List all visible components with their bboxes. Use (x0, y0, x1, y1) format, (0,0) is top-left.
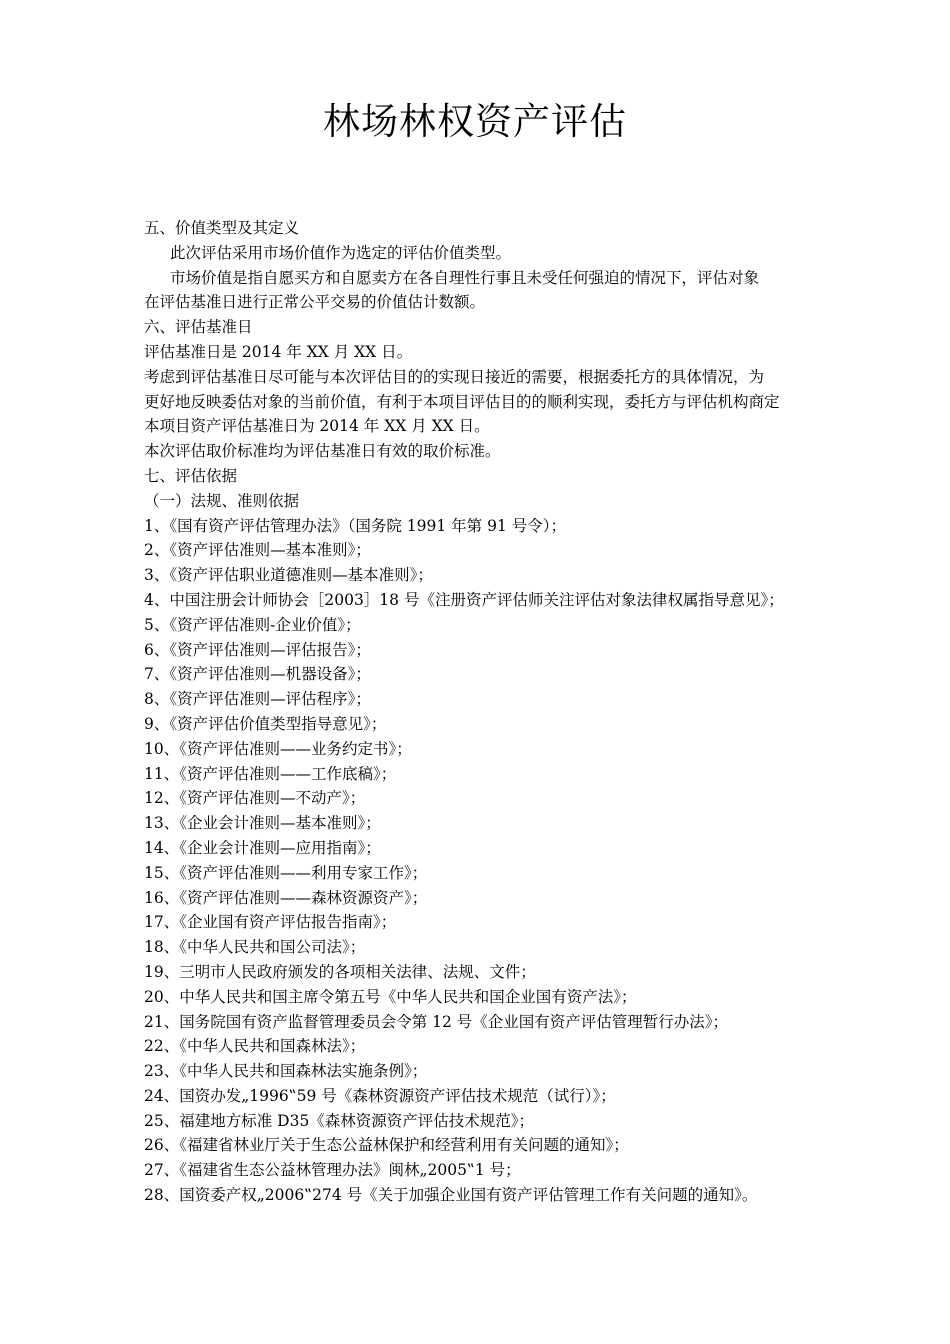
regulation-item: 21、国务院国有资产监督管理委员会令第 12 号《企业国有资产评估管理暂行办法》； (144, 1012, 729, 1031)
regulation-item: 2、《资产评估准则—基本准则》； (144, 541, 371, 560)
section-5-paragraph-2-line-1: 市场价值是指自愿买方和自愿卖方在各自理性行事且未受任何强迫的情况下，评估对象 (170, 268, 760, 287)
regulation-item: 20、中华人民共和国主席令第五号《中华人民共和国企业国有资产法》； (144, 987, 637, 1006)
section-6-heading: 六、评估基准日 (144, 318, 253, 337)
regulation-item: 8、《资产评估准则—评估程序》； (144, 690, 371, 709)
regulation-item: 1、《国有资产评估管理办法》（国务院 1991 年第 91 号令）； (144, 516, 566, 535)
section-6-paragraph-1: 评估基准日是 2014 年 XX 月 XX 日。 (144, 342, 413, 361)
section-6-paragraph-2-line-3: 本项目资产评估基准日为 2014 年 XX 月 XX 日。 (144, 417, 490, 436)
document-body (144, 216, 812, 1208)
section-7-heading: 七、评估依据 (144, 466, 238, 485)
section-5-paragraph-1: 此次评估采用市场价值作为选定的评估价值类型。 (170, 243, 512, 262)
regulation-item: 19、三明市人民政府颁发的各项相关法律、法规、文件； (144, 962, 536, 981)
regulation-item: 13、《企业会计准则—基本准则》； (144, 814, 381, 833)
regulation-item: 7、《资产评估准则—机器设备》； (144, 665, 371, 684)
document-title: 林场林权资产评估 (323, 100, 627, 143)
regulation-list (144, 514, 812, 1208)
regulation-item: 25、福建地方标准 D35《森林资源资产评估技术规范》； (144, 1111, 535, 1130)
regulation-item: 28、国资委产权„2006‟274 号《关于加强企业国有资产评估管理工作有关问题的通知》。 (144, 1186, 758, 1205)
regulation-item: 22、《中华人民共和国森林法》； (144, 1037, 366, 1056)
regulation-item: 9、《资产评估价值类型指导意见》； (144, 714, 387, 733)
regulation-item: 10、《资产评估准则——业务约定书》； (144, 739, 412, 758)
regulation-item: 3、《资产评估职业道德准则—基本准则》； (144, 566, 433, 585)
section-5-heading: 五、价值类型及其定义 (144, 219, 300, 237)
regulation-item: 17、《企业国有资产评估报告指南》； (144, 913, 397, 932)
section-6-paragraph-2-line-2: 更好地反映委估对象的当前价值，有利于本项目评估目的的顺利实现，委托方与评估机构商定 (144, 392, 780, 411)
regulation-item: 11、《资产评估准则——工作底稿》； (144, 764, 397, 783)
regulation-item: 14、《企业会计准则—应用指南》； (144, 838, 381, 857)
section-7-subheading: （一）法规、准则依据 (144, 491, 300, 510)
regulation-item: 16、《资产评估准则——森林资源资产》； (144, 888, 428, 907)
regulation-item: 18、《中华人民共和国公司法》； (144, 938, 366, 957)
regulation-item: 24、国资办发„1996‟59 号《森林资源资产评估技术规范（试行）》； (144, 1086, 616, 1105)
regulation-item: 12、《资产评估准则—不动产》； (144, 789, 366, 808)
regulation-item: 6、《资产评估准则—评估报告》； (144, 640, 371, 659)
regulation-item: 4、中国注册会计师协会［2003］18 号《注册资产评估师关注评估对象法律权属指导意见》； (144, 590, 784, 609)
regulation-item: 23、《中华人民共和国森林法实施条例》； (144, 1062, 428, 1081)
section-6-paragraph-2-line-1: 考虑到评估基准日尽可能与本次评估目的的实现日接近的需要，根据委托方的具体情况，为 (144, 367, 765, 386)
section-6-paragraph-3: 本次评估取价标准均为评估基准日有效的取价标准。 (144, 442, 501, 461)
regulation-item: 27、《福建省生态公益林管理办法》闽林„2005‟1 号； (144, 1161, 521, 1180)
regulation-item: 5、《资产评估准则-企业价值》； (144, 615, 361, 634)
regulation-item: 26、《福建省林业厅关于生态公益林保护和经营利用有关问题的通知》； (144, 1136, 629, 1155)
section-5-paragraph-2-line-2: 在评估基准日进行正常公平交易的价值估计数额。 (144, 293, 486, 312)
regulation-item: 15、《资产评估准则——利用专家工作》； (144, 863, 428, 882)
